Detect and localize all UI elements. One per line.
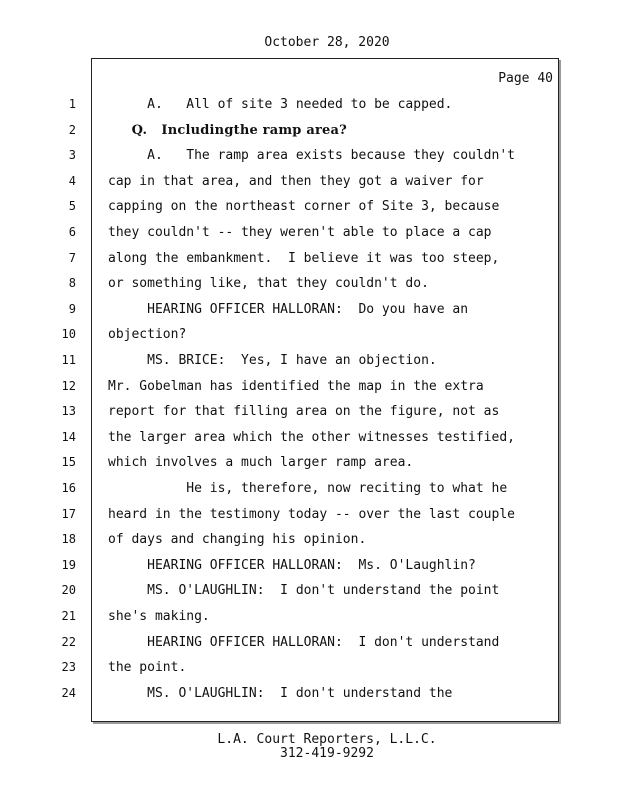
transcript-line <box>68 301 558 327</box>
transcript-line <box>68 148 558 173</box>
line-number: 1 <box>68 97 76 111</box>
transcript-line <box>61 609 558 634</box>
transcript-line <box>61 557 558 583</box>
transcript-line <box>68 199 558 224</box>
line-number: 6 <box>68 225 76 239</box>
line-number: 14 <box>61 429 76 444</box>
line-text: MS. O'LAUGHLIN: I don't understand the point <box>108 583 500 599</box>
line-text: along the embankment. I believe it was too steep, <box>108 250 500 266</box>
transcript-line <box>68 122 558 148</box>
transcript-line <box>61 378 558 404</box>
line-number: 22 <box>61 634 76 649</box>
footer-phone: 312-419-9292 <box>280 746 374 761</box>
line-number: 16 <box>61 481 76 495</box>
line-text: HEARING OFFICER HALLORAN: Ms. O'Laughlin? <box>108 557 476 573</box>
line-number: 5 <box>68 199 76 214</box>
line-number: 13 <box>61 404 76 419</box>
transcript-line <box>61 660 558 685</box>
line-text: or something like, that they couldn't do. <box>108 276 429 292</box>
transcript-line <box>61 685 558 711</box>
line-number: 18 <box>61 532 76 547</box>
footer-company: L.A. Court Reporters, L.L.C. <box>217 732 437 747</box>
line-text: the larger area which the other witnesses testified, <box>108 429 515 445</box>
line-number: 21 <box>61 609 76 623</box>
line-text: Q. Includingthe ramp area? <box>108 122 347 138</box>
line-number: 19 <box>61 557 76 572</box>
line-text: HEARING OFFICER HALLORAN: Do you have an <box>108 301 469 317</box>
line-number: 7 <box>68 250 76 265</box>
line-text: capping on the northeast corner of Site 3, because <box>108 199 500 215</box>
line-number: 24 <box>61 685 76 700</box>
line-text: of days and changing his opinion. <box>108 532 367 548</box>
line-text: the point. <box>108 660 187 676</box>
line-text: she's making. <box>108 609 210 624</box>
line-number: 12 <box>61 378 76 393</box>
line-text: A. The ramp area exists because they couldn't <box>108 148 515 164</box>
transcript-line <box>68 173 558 199</box>
line-text: cap in that area, and then they got a waiver for <box>108 173 484 189</box>
transcript-date: October 28, 2020 <box>264 35 390 50</box>
transcript-line <box>61 455 558 480</box>
transcript-line <box>61 429 558 455</box>
line-number: 20 <box>61 583 76 598</box>
line-number: 15 <box>61 455 76 470</box>
transcript-line <box>68 225 558 250</box>
line-number: 11 <box>61 353 76 367</box>
transcript-page <box>61 58 559 722</box>
line-text: MS. BRICE: Yes, I have an objection. <box>108 353 437 368</box>
transcript-line <box>61 634 558 660</box>
line-number: 8 <box>68 276 76 291</box>
line-number: 4 <box>68 173 76 188</box>
line-text: He is, therefore, now reciting to what he <box>108 481 508 496</box>
line-text: Mr. Gobelman has identified the map in the extra <box>108 378 484 394</box>
line-text: HEARING OFFICER HALLORAN: I don't understand <box>108 634 500 650</box>
transcript-line <box>61 506 558 532</box>
line-number: 2 <box>68 122 76 137</box>
line-text: report for that filling area on the figure, not as <box>108 404 500 420</box>
transcript-line <box>61 404 558 429</box>
page-number: Page 40 <box>498 71 553 86</box>
line-text: heard in the testimony today -- over the last couple <box>108 506 515 522</box>
line-text: MS. O'LAUGHLIN: I don't understand the <box>108 685 453 701</box>
transcript-line <box>61 353 558 378</box>
transcript-line <box>68 97 558 122</box>
line-text: which involves a much larger ramp area. <box>108 455 414 471</box>
transcript-line <box>61 327 558 352</box>
line-text: they couldn't -- they weren't able to place a cap <box>108 225 492 240</box>
line-number: 10 <box>61 327 76 342</box>
line-number: 23 <box>61 660 76 675</box>
transcript-line <box>61 481 558 506</box>
line-number: 3 <box>68 148 76 163</box>
transcript-line <box>68 250 558 276</box>
transcript-line <box>68 276 558 301</box>
line-number: 9 <box>68 301 76 316</box>
transcript-line <box>61 583 558 608</box>
line-number: 17 <box>61 506 76 521</box>
line-text: objection? <box>108 327 187 343</box>
transcript-line <box>61 532 558 557</box>
line-text: A. All of site 3 needed to be capped. <box>108 97 453 112</box>
